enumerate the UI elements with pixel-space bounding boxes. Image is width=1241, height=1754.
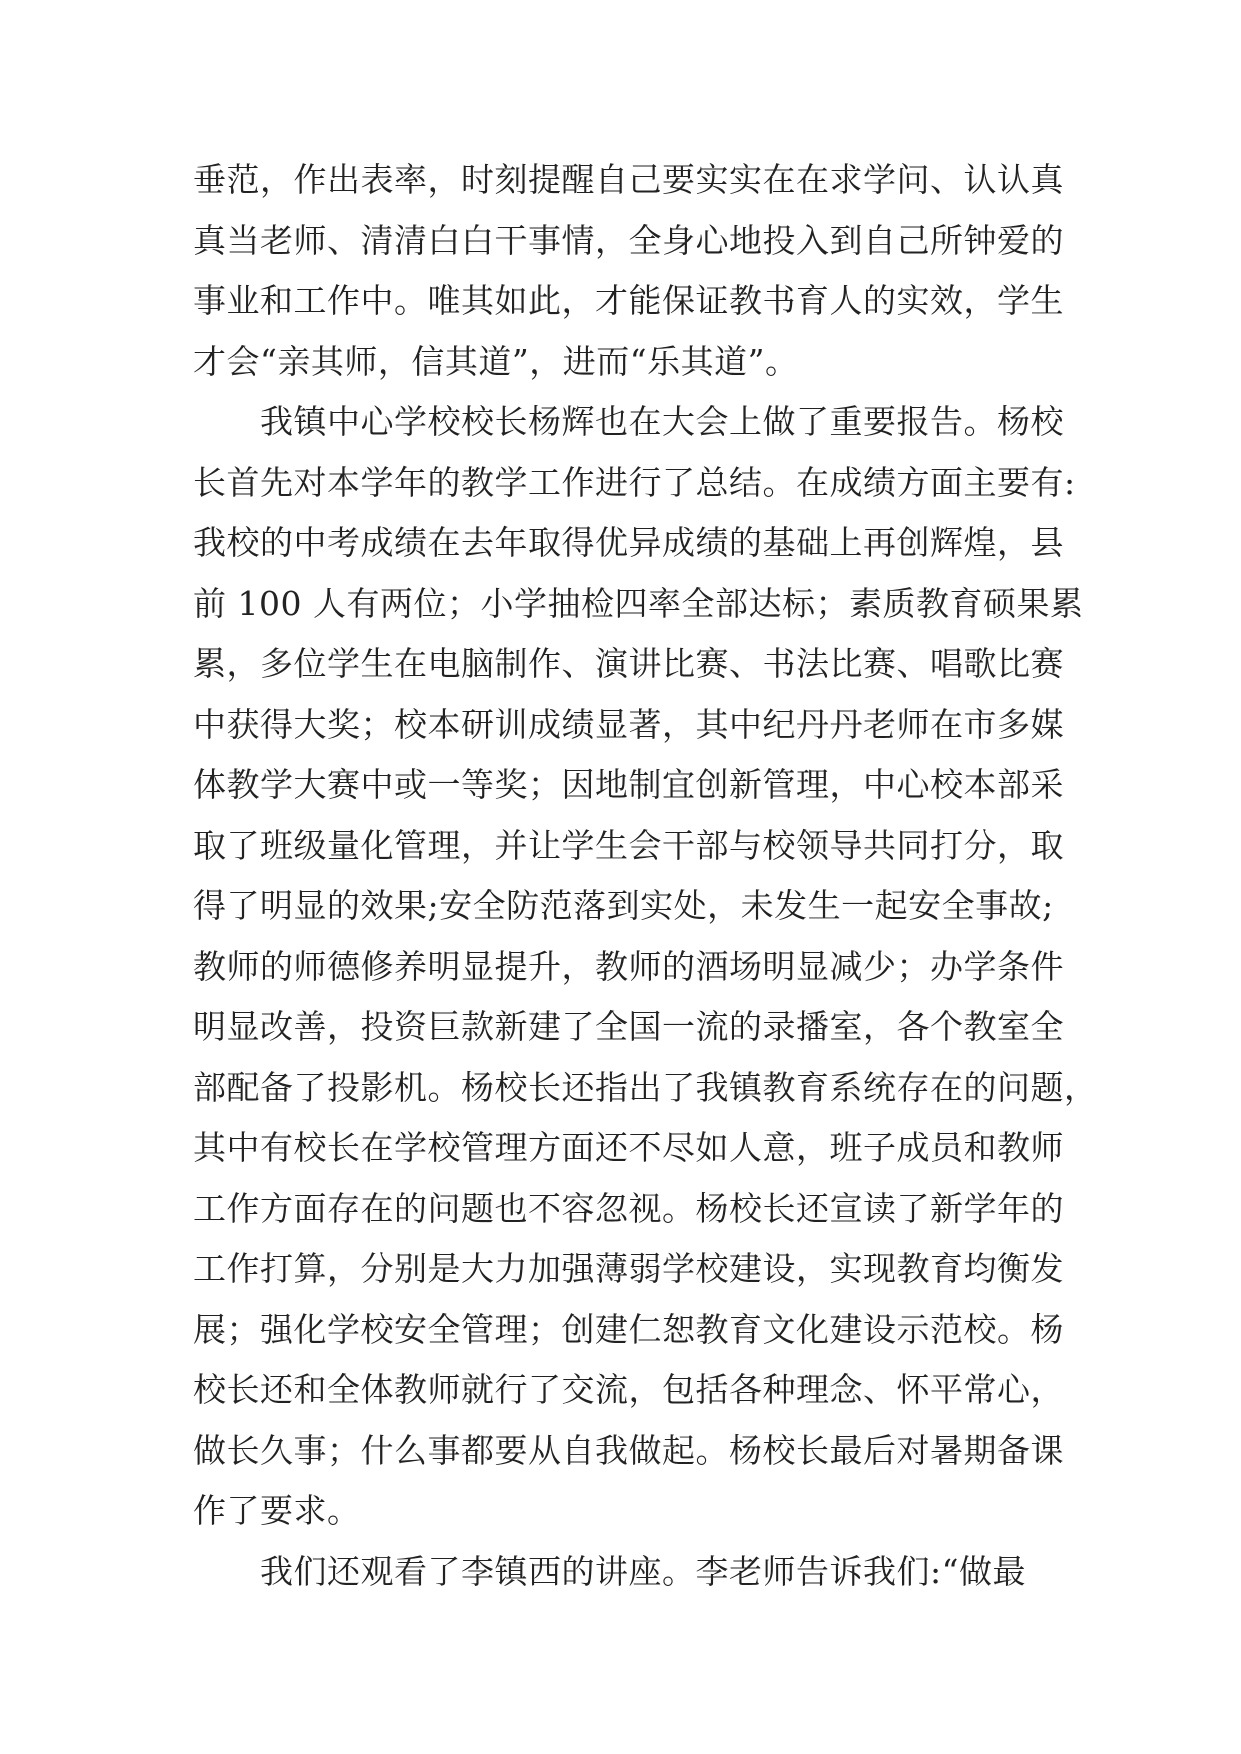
text-line: 做长久事；什么事都要从自我做起。杨校长最后对暑期备课 — [193, 1430, 1064, 1470]
text-line: 工作打算，分别是大力加强薄弱学校建设，实现教育均衡发 — [193, 1249, 1064, 1288]
text-line: 作了要求。 — [193, 1491, 361, 1530]
text-line: 前 100 人有两位；小学抽检四率全部达标；素质教育硕果累 — [193, 583, 1084, 623]
text-line: 展；强化学校安全管理；创建仁恕教育文化建设示范校。杨 — [193, 1309, 1064, 1349]
text-line: 部配备了投影机。杨校长还指出了我镇教育系统存在的问题， — [193, 1067, 1098, 1107]
text-line: 校长还和全体教师就行了交流，包括各种理念、怀平常心， — [193, 1370, 1064, 1409]
text-line: 工作方面存在的问题也不容忽视。杨校长还宣读了新学年的 — [193, 1188, 1064, 1228]
text-line: 明显改善，投资巨款新建了全国一流的录播室，各个教室全 — [193, 1007, 1064, 1046]
text-line: 才会“亲其师，信其道”，进而“乐其道”。 — [193, 341, 799, 381]
body-text — [193, 150, 1098, 1602]
text-line: 垂范，作出表率，时刻提醒自己要实实在在求学问、认认真 — [193, 160, 1064, 199]
text-line: 我镇中心学校校长杨辉也在大会上做了重要报告。杨校 — [193, 402, 1064, 441]
text-line: 体教学大赛中或一等奖；因地制宜创新管理，中心校本部采 — [193, 765, 1064, 804]
text-line: 我们还观看了李镇西的讲座。李老师告诉我们:“做最 — [193, 1551, 1026, 1591]
text-line: 我校的中考成绩在去年取得优异成绩的基础上再创辉煌，县 — [193, 523, 1064, 562]
text-line: 事业和工作中。唯其如此，才能保证教书育人的实效，学生 — [193, 281, 1064, 320]
text-line: 取了班级量化管理，并让学生会干部与校领导共同打分，取 — [193, 825, 1064, 865]
text-line: 长首先对本学年的教学工作进行了总结。在成绩方面主要有: — [193, 462, 1076, 502]
text-line: 真当老师、清清白白干事情，全身心地投入到自己所钟爱的 — [193, 220, 1064, 260]
text-line: 中获得大奖；校本研训成绩显著，其中纪丹丹老师在市多媒 — [193, 704, 1064, 744]
text-line: 累，多位学生在电脑制作、演讲比赛、书法比赛、唱歌比赛 — [193, 644, 1064, 683]
text-line: 其中有校长在学校管理方面还不尽如人意，班子成员和教师 — [193, 1128, 1064, 1167]
text-line: 得了明显的效果;安全防范落到实处，未发生一起安全事故; — [193, 886, 1054, 925]
text-line: 教师的师德修养明显提升，教师的酒场明显减少；办学条件 — [193, 946, 1064, 986]
